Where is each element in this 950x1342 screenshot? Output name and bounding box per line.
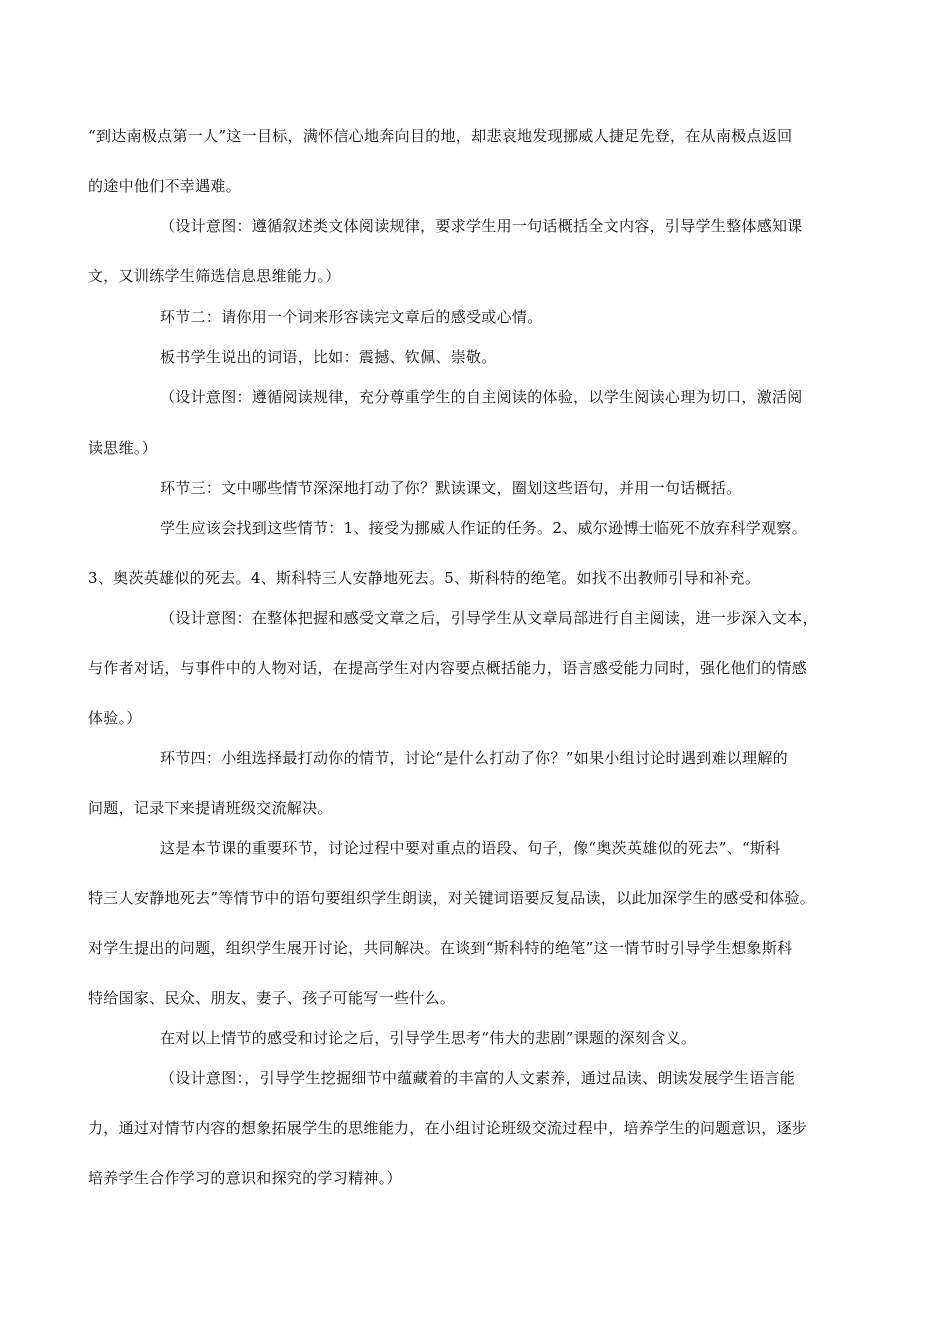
- text-line: 在对以上情节的感受和讨论之后，引导学生思考“伟大的悲剧”课题的深刻含义。: [160, 1029, 697, 1047]
- text-line: 学生应该会找到这些情节：1、接受为挪威人作证的任务。2、威尔逊博士临死不放弃科学观察。: [160, 519, 807, 537]
- text-line: 力，通过对情节内容的想象拓展学生的思维能力，在小组讨论班级交流过程中，培养学生的问题意识，逐步: [88, 1119, 808, 1137]
- text-line: 读思维。）: [88, 439, 158, 457]
- text-line: 特给国家、民众、朋友、妻子、孩子可能写一些什么。: [88, 989, 456, 1007]
- text-line: （设计意图：遵循阅读规律，充分尊重学生的自主阅读的体验，以学生阅读心理为切口，激活阅: [160, 388, 803, 406]
- text-line: 环节四：小组选择最打动你的情节，讨论“是什么打动了你？”如果小组讨论时遇到难以理解的: [160, 749, 788, 767]
- text-line: 环节三：文中哪些情节深深地打动了你？默读课文，圈划这些语句，并用一句话概括。: [160, 479, 742, 497]
- text-line: （设计意图：遵循叙述类文体阅读规律，要求学生用一句话概括全文内容，引导学生整体感知课: [160, 217, 803, 235]
- text-line: 的途中他们不幸遇难。: [88, 177, 242, 195]
- text-line: 3、奥茨英雄似的死去。4、斯科特三人安静地死去。5、斯科特的绝笔。如找不出教师引导和补充。: [88, 569, 761, 587]
- text-line: （设计意图：在整体把握和感受文章之后，引导学生从文章局部进行自主阅读，进一步深入文本，: [160, 609, 818, 627]
- text-line: 问题，记录下来提请班级交流解决。: [88, 799, 333, 817]
- text-line: 对学生提出的问题，组织学生展开讨论，共同解决。在谈到“斯科特的绝笔”这一情节时引导学生想象斯科: [88, 939, 793, 957]
- text-line: 板书学生说出的词语，比如：震撼、钦佩、崇敬。: [160, 348, 497, 366]
- text-line: 体验。）: [88, 709, 142, 727]
- text-line: （设计意图：，引导学生挖掘细节中蕴藏着的丰富的人文素养，通过品读、朗读发展学生语言能: [160, 1069, 796, 1087]
- text-line: 与作者对话，与事件中的人物对话，在提高学生对内容要点概括能力，语言感受能力同时，强化他们的情感: [88, 659, 808, 677]
- text-line: “到达南极点第一人”这一目标，满怀信心地奔向目的地，却悲哀地发现挪威人捷足先登，在从南极点返回: [88, 127, 793, 145]
- text-line: 文，又训练学生筛选信息思维能力。）: [88, 267, 341, 285]
- text-line: 培养学生合作学习的意识和探究的学习精神。）: [88, 1169, 402, 1187]
- text-line: 环节二：请你用一个词来形容读完文章后的感受或心情。: [160, 308, 543, 326]
- text-line: 这是本节课的重要环节，讨论过程中要对重点的语段、句子，像“奥茨英雄似的死去”、“斯科: [160, 839, 781, 857]
- text-line: 特三人安静地死去”等情节中的语句要组织学生朗读，对关键词语要反复品读，以此加深学生的感受和体验。: [88, 889, 816, 907]
